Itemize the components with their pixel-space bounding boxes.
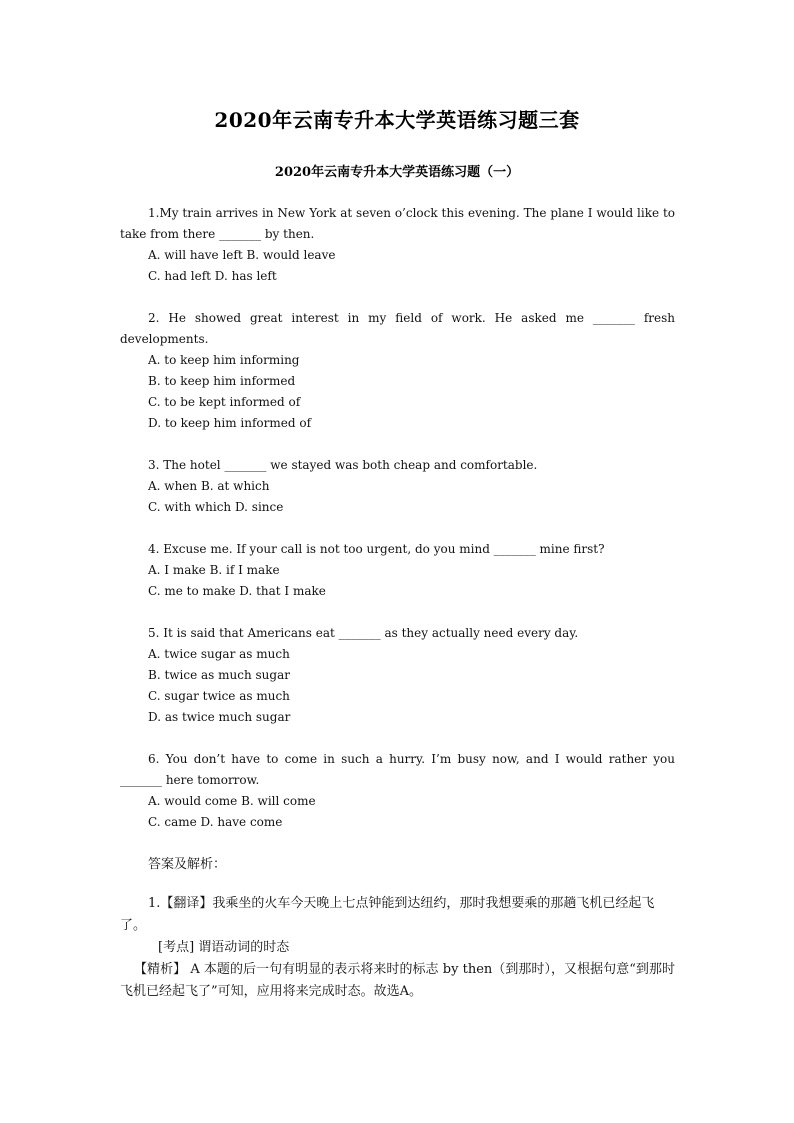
question-option: B. twice as much sugar <box>148 668 290 682</box>
question-option: C. to be kept informed of <box>148 395 301 409</box>
question-stem: 2. He showed great interest in my field of work. He asked me _______ fresh developments. <box>120 311 675 346</box>
question-option: B. to keep him informed <box>148 374 296 388</box>
question-stem: 5. It is said that Americans eat _______ as they actually need every day. <box>148 626 579 640</box>
question-stem: 4. Excuse me. If your call is not too urgent, do you mind _______ mine first? <box>148 542 605 556</box>
answers-heading: 答案及解析： <box>148 857 227 872</box>
question-stem: 3. The hotel _______ we stayed was both cheap and comfortable. <box>148 458 538 472</box>
question-option: A. would come B. will come <box>148 794 316 808</box>
answer-explanation <box>120 893 675 1003</box>
question-option: D. to keep him informed of <box>148 416 312 430</box>
question-option: C. came D. have come <box>148 815 283 829</box>
question-2 <box>120 308 675 434</box>
question-option: A. when B. at which <box>148 479 270 493</box>
question-option: C. sugar twice as much <box>148 689 290 703</box>
question-3 <box>120 455 675 518</box>
document-title: 2020年云南专升本大学英语练习题三套 <box>214 108 580 132</box>
question-option: A. twice sugar as much <box>148 647 290 661</box>
question-5 <box>120 623 675 728</box>
question-option: A. to keep him informing <box>148 353 300 367</box>
question-6 <box>120 749 675 833</box>
question-4 <box>120 539 675 602</box>
question-option: C. with which D. since <box>148 500 284 514</box>
question-option: A. I make B. if I make <box>148 563 280 577</box>
section-title: 2020年云南专升本大学英语练习题（一） <box>274 165 520 180</box>
question-1 <box>120 203 675 287</box>
question-stem: 6. You don’t have to come in such a hurry. I’m busy now, and I would rather you _______ here tomorrow. <box>120 752 675 787</box>
question-option: A. will have left B. would leave <box>148 248 336 262</box>
question-stem: 1.My train arrives in New York at seven o’clock this evening. The plane I would like to take from there _______ by then. <box>120 206 675 241</box>
answer-analysis: 【精析】 A 本题的后一句有明显的表示将来时的标志 by then（到那时），又根据句意“到那时飞机已经起飞了”可知，应用将来完成时态。故选A。 <box>120 962 675 999</box>
question-option: D. as twice much sugar <box>148 710 291 724</box>
answer-translation: 1.【翻译】我乘坐的火车今天晚上七点钟能到达纽约，那时我想要乘的那趟飞机已经起飞了。 <box>120 896 655 933</box>
answer-test-point: [考点] 谓语动词的时态 <box>158 940 290 955</box>
document-body <box>120 203 675 1003</box>
question-option: C. me to make D. that I make <box>148 584 326 598</box>
question-option: C. had left D. has left <box>148 269 277 283</box>
